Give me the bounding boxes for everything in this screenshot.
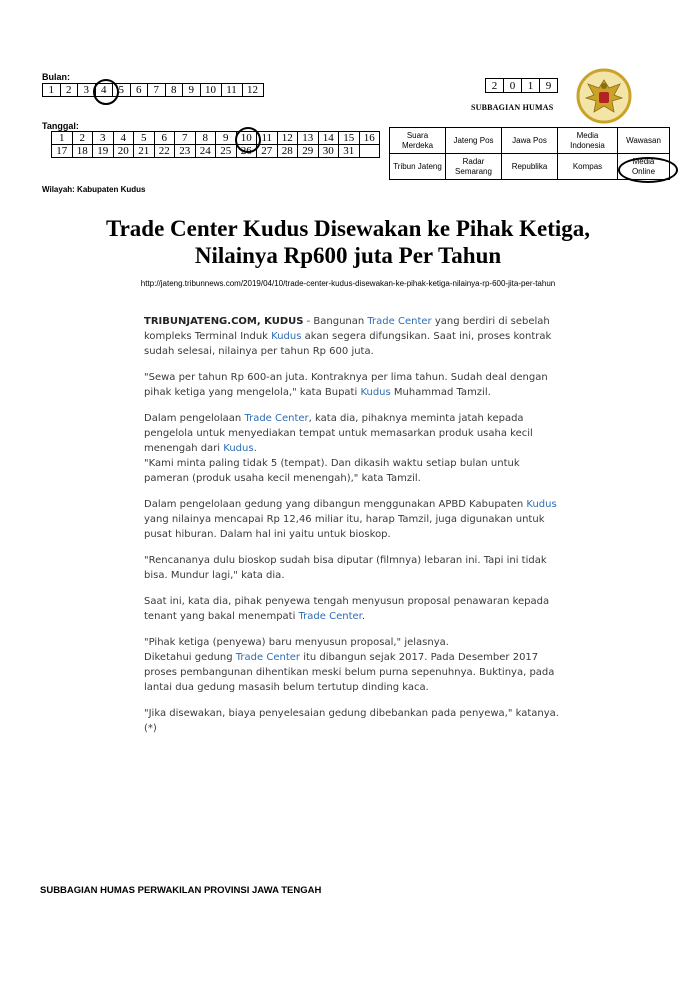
article-body — [144, 314, 564, 747]
source-url: http://jateng.tribunnews.com/2019/04/10/trade-center-kudus-disewakan-ke-pihak-ketiga-nilainya-rp-600-jita-per-tahun — [140, 279, 556, 288]
grid-cell: 8 — [165, 84, 183, 97]
grid-cell — [359, 145, 380, 158]
grid-cell: 17 — [52, 145, 73, 158]
paragraph-10: "Jika disewakan, biaya penyelesaian gedung dibebankan pada penyewa," katanya. (*) — [144, 708, 559, 734]
year-digit: 0 — [504, 79, 522, 93]
grid-cell: 13 — [298, 132, 319, 145]
media-jateng-pos: Jateng Pos — [446, 128, 502, 154]
text: yang berdiri di sebelah kompleks Terminal Induk — [144, 316, 550, 342]
grid-cell: 20 — [113, 145, 134, 158]
media-radar-semarang: Radar Semarang — [446, 154, 502, 180]
grid-cell: 2 — [60, 84, 78, 97]
media-republika: Republika — [502, 154, 558, 180]
grid-cell: 29 — [298, 145, 319, 158]
link-kudus[interactable]: Kudus — [271, 331, 302, 342]
grid-cell: 22 — [154, 145, 175, 158]
grid-cell: 21 — [134, 145, 155, 158]
text: Muhammad Tamzil. — [390, 387, 491, 398]
grid-cell: 18 — [72, 145, 93, 158]
text: . — [361, 611, 366, 622]
grid-cell: 6 — [130, 84, 148, 97]
link-kudus[interactable]: Kudus — [526, 499, 557, 510]
article-title — [40, 215, 656, 269]
text: Dalam pengelolaan — [144, 413, 245, 424]
year-box — [485, 78, 558, 93]
link-trade-center[interactable]: Trade Center — [244, 413, 309, 424]
bulan-label: Bulan: — [42, 72, 70, 82]
media-tribun-jateng: Tribun Jateng — [390, 154, 446, 180]
grid-cell: 28 — [277, 145, 298, 158]
media-wawasan: Wawasan — [618, 128, 670, 154]
text: Diketahui gedung — [144, 652, 236, 663]
org-name: SUBBAGIAN HUMAS — [471, 103, 554, 112]
media-online-label: Media Online — [631, 156, 656, 176]
link-trade-center[interactable]: Trade Center — [235, 652, 301, 663]
grid-cell: 23 — [175, 145, 196, 158]
grid-cell: 26 — [236, 145, 257, 158]
text: , kata dia, pihaknya meminta jatah kepada pengelola untuk menyediakan tempat untuk memasarkan produk usaha kecil menengah dari — [144, 413, 533, 454]
article-title-line1: Trade Center Kudus Disewakan ke Pihak Ketiga, — [105, 216, 591, 241]
text: akan segera difungsikan. Saat ini, proses kontrak sudah selesai, nilainya per tahun Rp 600 juta. — [144, 331, 552, 357]
grid-cell: 19 — [93, 145, 114, 158]
grid-cell: 7 — [148, 84, 166, 97]
wilayah-label: Wilayah: Kabupaten Kudus — [42, 185, 146, 194]
paragraph-5 — [144, 497, 564, 542]
media-table — [389, 127, 670, 180]
grid-cell: 25 — [216, 145, 237, 158]
grid-cell: 8 — [195, 132, 216, 145]
tanggal-label: Tanggal: — [42, 121, 79, 131]
link-trade-center[interactable]: Trade Center — [367, 316, 432, 327]
grid-cell: 5 — [134, 132, 155, 145]
grid-cell: 31 — [339, 145, 360, 158]
media-online — [618, 154, 670, 180]
grid-cell: 12 — [242, 84, 263, 97]
grid-cell: 24 — [195, 145, 216, 158]
grid-cell: 15 — [339, 132, 360, 145]
paragraph-4: "Kami minta paling tidak 5 (tempat). Dan dikasih waktu setiap bulan untuk pameran (produk usaha kecil menengah)," kata Tamzil. — [144, 458, 520, 484]
text: - Bangunan — [303, 316, 368, 327]
grid-cell: 5 — [113, 84, 131, 97]
grid-cell: 9 — [216, 132, 237, 145]
media-kompas: Kompas — [558, 154, 618, 180]
grid-cell: 1 — [52, 132, 73, 145]
article-title-line2: Nilainya Rp600 juta Per Tahun — [194, 243, 502, 268]
grid-cell: 3 — [93, 132, 114, 145]
paragraph-9 — [144, 650, 564, 695]
link-kudus[interactable]: Kudus — [223, 443, 254, 454]
text: . — [253, 443, 257, 454]
text: Saat ini, kata dia, pihak penyewa tengah menyusun proposal penawaran kepada tenant yang bakal menempati — [144, 596, 550, 622]
grid-cell: 7 — [175, 132, 196, 145]
text: yang nilainya mencapai Rp 12,46 miliar itu, harap Tamzil, juga digunakan untuk pusat hiburan. Dalam hal ini yaitu untuk bioskop. — [144, 514, 545, 540]
year-digit: 2 — [486, 79, 504, 93]
link-kudus[interactable]: Kudus — [360, 387, 391, 398]
dateline: TRIBUNJATENG.COM, KUDUS — [144, 316, 304, 327]
grid-cell: 1 — [43, 84, 61, 97]
grid-cell: 10 — [200, 84, 221, 97]
media-jawa-pos: Jawa Pos — [502, 128, 558, 154]
grid-cell: 11 — [221, 84, 242, 97]
media-suara-merdeka: Suara Merdeka — [390, 128, 446, 154]
grid-cell: 4 — [113, 132, 134, 145]
grid-cell: 30 — [318, 145, 339, 158]
paragraph-2 — [144, 370, 564, 400]
link-trade-center[interactable]: Trade Center — [298, 611, 362, 622]
text: Dalam pengelolaan gedung yang dibangun menggunakan APBD Kabupaten — [144, 499, 527, 510]
grid-cell: 16 — [359, 132, 380, 145]
footer-org: SUBBAGIAN HUMAS PERWAKILAN PROVINSI JAWA TENGAH — [40, 885, 322, 896]
grid-cell: 9 — [183, 84, 201, 97]
grid-cell: 2 — [72, 132, 93, 145]
grid-cell: 12 — [277, 132, 298, 145]
paragraph-1 — [144, 314, 564, 359]
paragraph-6: "Rencananya dulu bioskop sudah bisa diputar (filmnya) lebaran ini. Tapi ini tidak bisa. Mundur lagi," kata dia. — [144, 555, 547, 581]
text: itu dibangun sejak 2017. Pada Desember 2017 proses pembangunan dihentikan meski belum purna sepenuhnya. Buktinya, pada lantai dua gedung masasih belum tertutup dinding kaca. — [144, 652, 555, 693]
grid-cell: 27 — [257, 145, 278, 158]
paragraph-8: "Pihak ketiga (penyewa) baru menyusun proposal," jelasnya. — [144, 637, 449, 648]
grid-cell: 6 — [154, 132, 175, 145]
paragraph-3 — [144, 411, 564, 456]
grid-cell: 4 — [95, 84, 113, 97]
grid-cell: 14 — [318, 132, 339, 145]
grid-cell: 11 — [257, 132, 278, 145]
grid-cell: 10 — [236, 132, 257, 145]
year-digit: 9 — [540, 79, 558, 93]
media-media-indonesia: Media Indonesia — [558, 128, 618, 154]
date-grid — [51, 131, 380, 158]
year-digit: 1 — [522, 79, 540, 93]
paragraph-7 — [144, 594, 564, 624]
month-grid — [42, 83, 264, 97]
garuda-emblem-icon — [576, 68, 632, 124]
text: "Sewa per tahun Rp 600-an juta. Kontraknya per lima tahun. Sudah deal dengan pihak ketiga yang mengelola," kata Bupati — [144, 372, 548, 398]
grid-cell: 3 — [78, 84, 96, 97]
